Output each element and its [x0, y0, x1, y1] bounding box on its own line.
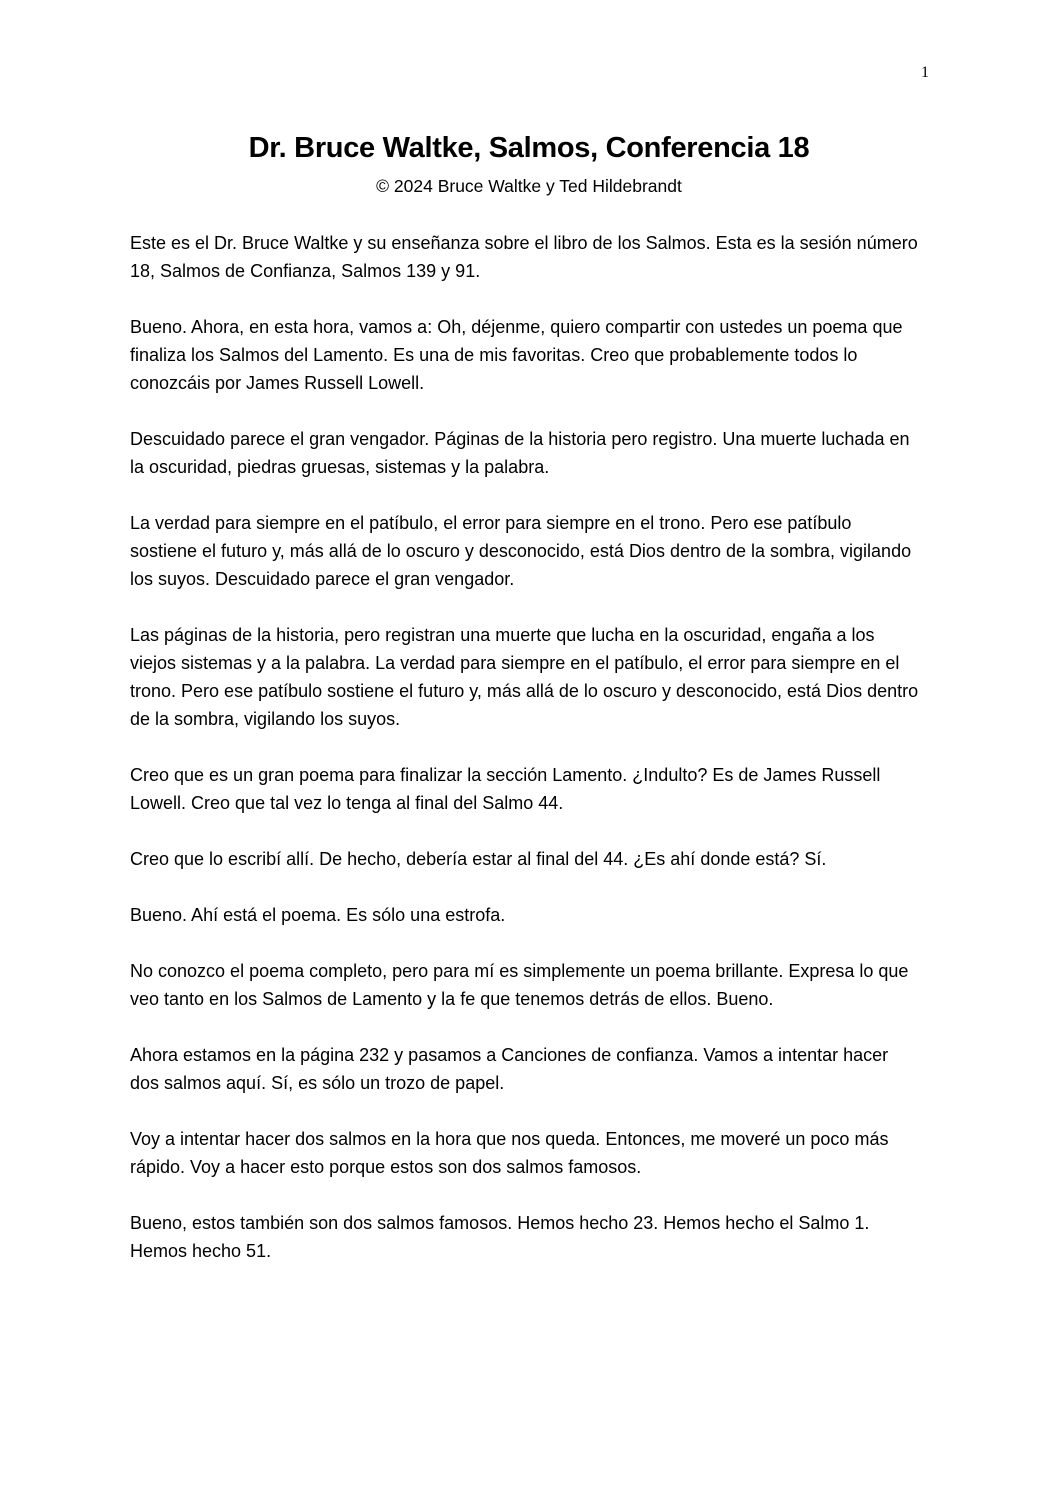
- document-body: [130, 229, 920, 1293]
- paragraph: Ahora estamos en la página 232 y pasamos a Canciones de confianza. Vamos a intentar hacer dos salmos aquí. Sí, es sólo un trozo de papel.: [130, 1045, 889, 1093]
- paragraph: Creo que lo escribí allí. De hecho, debería estar al final del 44. ¿Es ahí donde está? Sí.: [130, 849, 827, 869]
- paragraph: Bueno. Ahí está el poema. Es sólo una estrofa.: [130, 905, 506, 925]
- paragraph: Voy a intentar hacer dos salmos en la hora que nos queda. Entonces, me moveré un poco más rápido. Voy a hacer esto porque estos son dos salmos famosos.: [130, 1129, 889, 1177]
- document-title: Dr. Bruce Waltke, Salmos, Conferencia 18: [248, 132, 810, 164]
- paragraph: No conozco el poema completo, pero para mí es simplemente un poema brillante. Expresa lo que veo tanto en los Salmos de Lamento y la fe que tenemos detrás de ellos. Bueno.: [130, 961, 909, 1009]
- paragraph: Descuidado parece el gran vengador. Páginas de la historia pero registro. Una muerte luchada en la oscuridad, piedras gruesas, sistemas y la palabra.: [130, 429, 910, 477]
- paragraph: Bueno, estos también son dos salmos famosos. Hemos hecho 23. Hemos hecho el Salmo 1. Hemos hecho 51.: [130, 1213, 870, 1261]
- page-number: 1: [921, 64, 929, 81]
- paragraph: Este es el Dr. Bruce Waltke y su enseñanza sobre el libro de los Salmos. Esta es la sesión número 18, Salmos de Confianza, Salmos 139 y 91.: [130, 233, 918, 281]
- paragraph: La verdad para siempre en el patíbulo, el error para siempre en el trono. Pero ese patíbulo sostiene el futuro y, más allá de lo oscuro y desconocido, está Dios dentro de la sombra, vigilando los suyos. Descuidado parece el gran vengador.: [130, 513, 912, 589]
- paragraph: Las páginas de la historia, pero registran una muerte que lucha en la oscuridad, engaña a los viejos sistemas y a la palabra. La verdad para siempre en el patíbulo, el error para siempre en el trono. Pero ese patíbulo sostiene el futuro y, más allá de lo oscuro y desconocido, está Dios dentro de la sombra, vigilando los suyos.: [130, 625, 919, 729]
- paragraph: Bueno. Ahora, en esta hora, vamos a: Oh, déjenme, quiero compartir con ustedes un poema que finaliza los Salmos del Lamento. Es una de mis favoritas. Creo que probablemente todos lo conozcáis por James Russell Lowell.: [130, 317, 903, 393]
- paragraph: Creo que es un gran poema para finalizar la sección Lamento. ¿Indulto? Es de James Russell Lowell. Creo que tal vez lo tenga al final del Salmo 44.: [130, 765, 881, 813]
- copyright-line: © 2024 Bruce Waltke y Ted Hildebrandt: [376, 176, 682, 196]
